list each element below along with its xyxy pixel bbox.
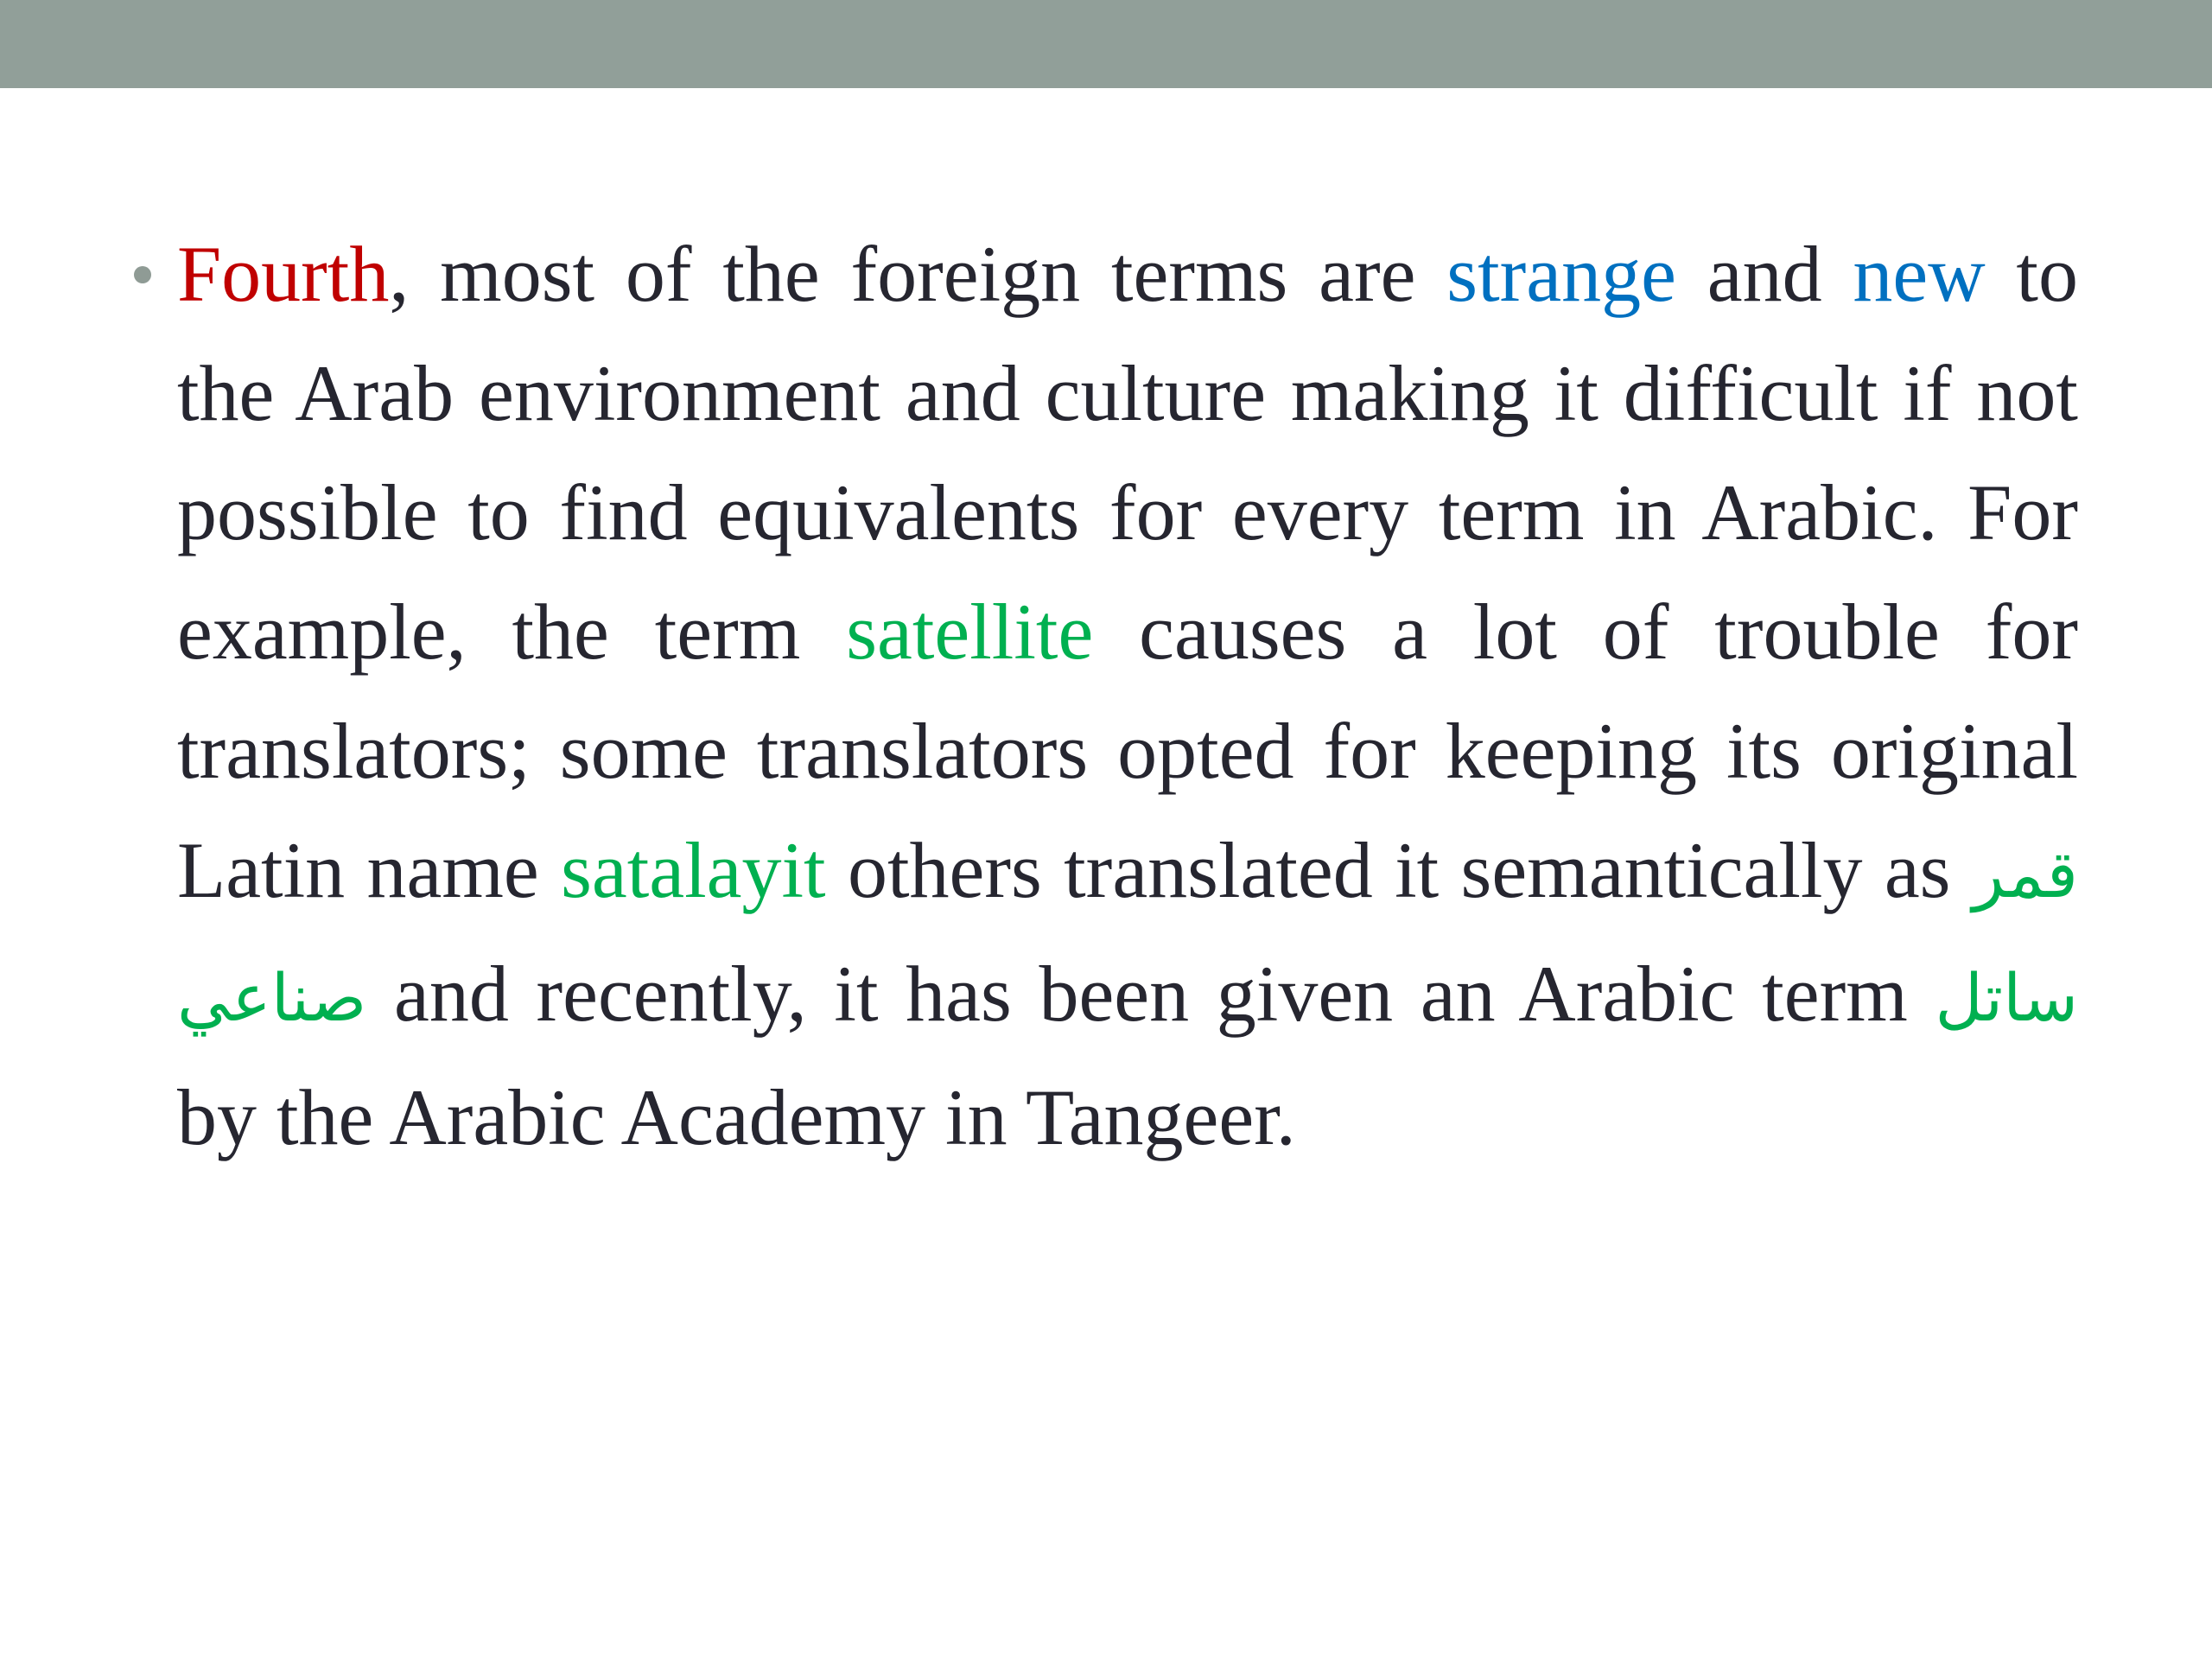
text-run: , most of the foreign terms are (389, 230, 1447, 318)
text-run: to the Arab environment and culture making it difficult if not possible to find equivalents for every term in Arabic. For example, the term (177, 230, 2078, 676)
keyword-satellite: satellite (846, 588, 1094, 676)
text-run: others translated it semantically as (825, 826, 1973, 914)
arabic-term-qamar-sinai: قمر صناعي (177, 836, 2078, 1036)
keyword-fourth: Fourth (177, 230, 390, 318)
text-run: and recently, it has been given an Arabic term (366, 950, 1936, 1038)
slide-header-band (0, 0, 2212, 88)
keyword-strange: strange (1446, 230, 1676, 318)
arabic-term-satil: ساتل (1935, 959, 2078, 1036)
text-run: and (1675, 230, 1853, 318)
keyword-satalayit: satalayit (561, 826, 826, 914)
keyword-new: new (1853, 230, 1986, 318)
text-run: causes a lot of trouble for translators; some translators opted for keeping its original Latin name (177, 588, 2078, 914)
body-paragraph (177, 214, 2078, 1177)
bullet-icon (134, 266, 151, 283)
slide-content (177, 214, 2078, 1177)
text-run: by the Arabic Academy in Tangeer. (177, 1073, 1296, 1161)
